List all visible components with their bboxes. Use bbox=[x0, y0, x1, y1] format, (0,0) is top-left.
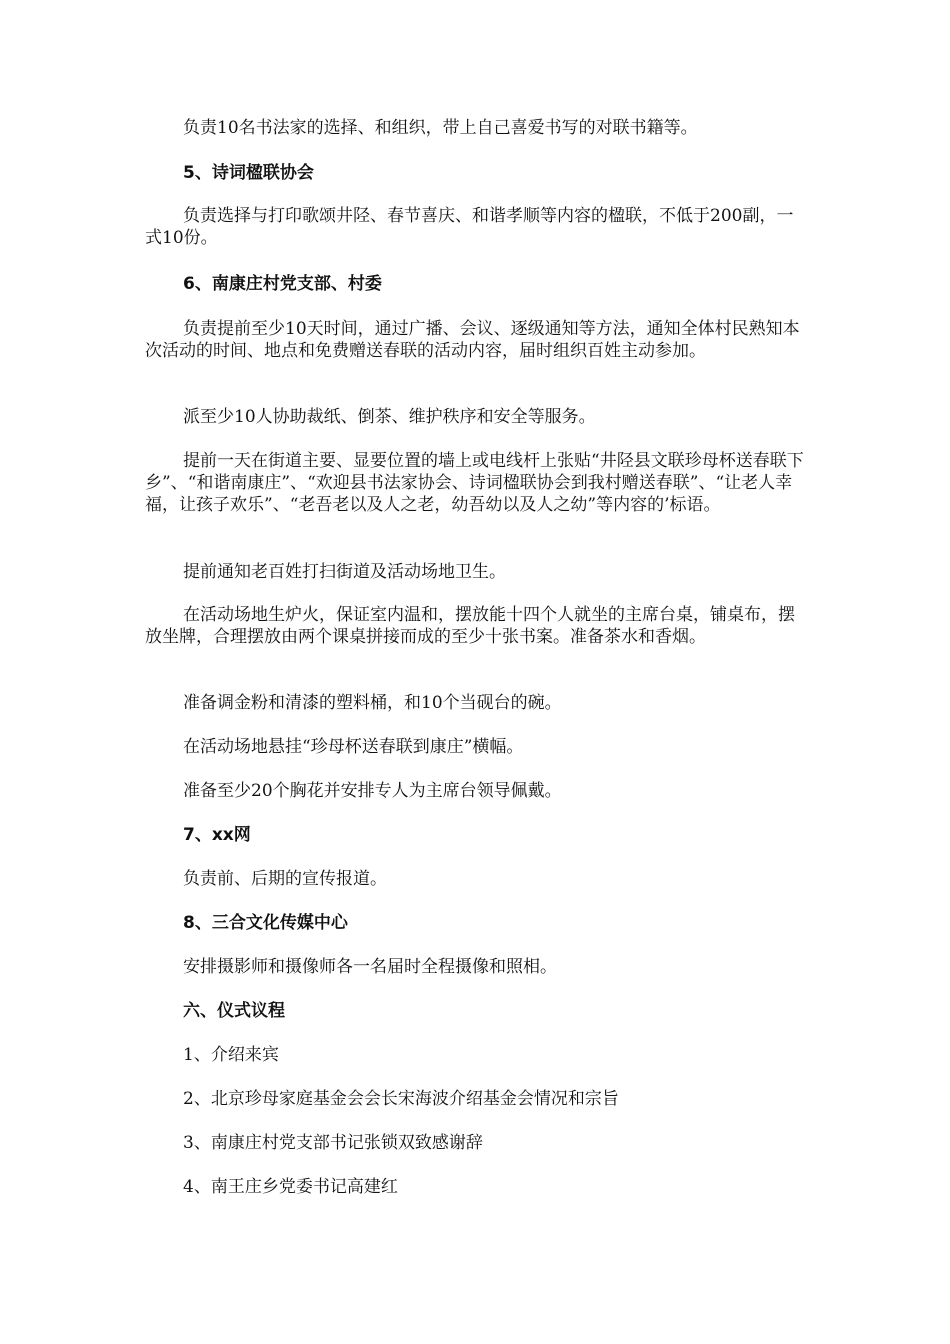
heading-xx-network: 7、xx网 bbox=[183, 825, 251, 845]
list-item-foundation-intro: 2、北京珍母家庭基金会会长宋海波介绍基金会情况和宗旨 bbox=[183, 1089, 619, 1109]
paragraph-couplet-printing: 负责选择与打印歌颂井陉、春节喜庆、和谐孝顺等内容的楹联，不低于200副，一式10份。 bbox=[145, 206, 794, 248]
paragraph-buckets-bowls: 准备调金粉和清漆的塑料桶，和10个当砚台的碗。 bbox=[183, 693, 562, 713]
heading-sanhe-media-center: 8、三合文化传媒中心 bbox=[183, 913, 348, 933]
list-item-thanks-speech: 3、南康庄村党支部书记张锁双致感谢辞 bbox=[183, 1133, 483, 1153]
paragraph-slogans: 提前一天在街道主要、显要位置的墙上或电线杆上张贴“井陉县文联珍母杯送春联下乡”、“和谐南康庄”、“欢迎县书法家协会、诗词楹联协会到我村赠送春联”、“让老人幸福，让孩子欢乐”、“老吾老以及人之老，幼吾幼以及人之幼”等内容的’标语。 bbox=[145, 451, 804, 515]
heading-poetry-couplet-association: 5、诗词楹联协会 bbox=[183, 163, 314, 183]
paragraph-publicity: 负责前、后期的宣传报道。 bbox=[183, 869, 387, 889]
paragraph-banner: 在活动场地悬挂“珍母杯送春联到康庄”横幅。 bbox=[183, 737, 524, 757]
list-item-introduce-guests: 1、介绍来宾 bbox=[183, 1045, 279, 1065]
paragraph-venue-setup: 在活动场地生炉火，保证室内温和，摆放能十四个人就坐的主席台桌，铺桌布，摆放坐牌，合理摆放由两个课桌拼接而成的至少十张书案。准备茶水和香烟。 bbox=[145, 605, 795, 647]
heading-village-party-branch: 6、南康庄村党支部、村委 bbox=[183, 274, 382, 294]
paragraph-corsages: 准备至少20个胸花并安排专人为主席台领导佩戴。 bbox=[183, 781, 562, 801]
paragraph-calligraphers-duty: 负责10名书法家的选择、和组织，带上自己喜爱书写的对联书籍等。 bbox=[183, 118, 698, 138]
paragraph-photography: 安排摄影师和摄像师各一名届时全程摄像和照相。 bbox=[183, 957, 557, 977]
paragraph-assist-staff: 派至少10人协助裁纸、倒茶、维护秩序和安全等服务。 bbox=[183, 407, 596, 427]
paragraph-village-notice: 负责提前至少10天时间，通过广播、会议、逐级通知等方法，通知全体村民熟知本次活动的时间、地点和免费赠送春联的活动内容，届时组织百姓主动参加。 bbox=[145, 319, 800, 361]
heading-ceremony-agenda: 六、仪式议程 bbox=[183, 1001, 285, 1021]
list-item-party-secretary: 4、南王庄乡党委书记高建红 bbox=[183, 1177, 398, 1197]
paragraph-street-cleaning: 提前通知老百姓打扫街道及活动场地卫生。 bbox=[183, 562, 506, 582]
